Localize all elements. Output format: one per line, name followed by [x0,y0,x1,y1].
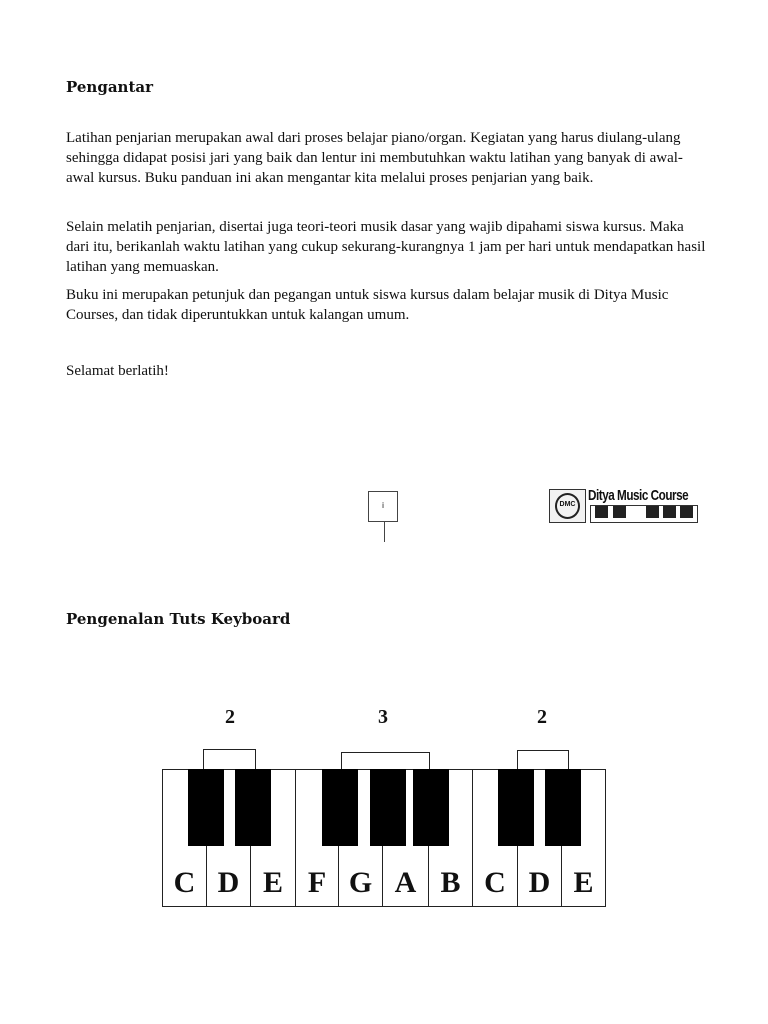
logo-keyboard-icon [590,505,698,523]
black-key-d-sharp-2 [545,769,581,846]
intro-paragraph-1: Latihan penjarian merupakan awal dari proses belajar piano/organ. Kegiatan yang harus diulang-ulang sehingga didapat posisi jari yang baik dan lentur ini membutuhkan waktu latihan yang banyak di awal-awal kursus. Buku panduan ini akan mengantar kita melalui proses penjarian yang baik. [66,130,683,186]
logo-badge-label: DMC [555,493,580,519]
intro-paragraph-3: Buku ini merupakan petunjuk dan pegangan untuk siswa kursus dalam belajar musik di Ditya Music Courses, dan tidak diperuntukkan untuk kalangan umum. [66,287,669,323]
group-bracket-2 [341,752,430,770]
section-title-pengantar: Pengantar [66,78,153,96]
white-key-label: F [307,866,327,899]
white-key-label: G [348,866,373,899]
section-title-keyboard: Pengenalan Tuts Keyboard [66,610,291,628]
black-key-c-sharp-2 [498,769,534,846]
page-number-connector [384,522,385,542]
black-key-group-count-1: 2 [225,706,235,728]
black-key-group-count-2: 3 [378,706,388,728]
black-key-a-sharp [413,769,449,846]
white-key-label: D [217,866,240,899]
black-key-g-sharp [370,769,406,846]
logo-text: Ditya Music Course [588,487,689,504]
page-number: i [368,491,398,522]
white-key-label: E [573,866,594,899]
black-key-group-count-3: 2 [537,706,547,728]
group-bracket-1 [203,749,256,770]
black-key-d-sharp [235,769,271,846]
logo-badge [549,489,586,523]
piano-keyboard-diagram [162,769,606,907]
white-key-label: A [394,866,417,899]
white-key-label: D [528,866,551,899]
group-bracket-3 [517,750,569,770]
black-key-f-sharp [322,769,358,846]
white-key-label: E [262,866,283,899]
white-key-label: C [173,866,196,899]
closing-text: Selamat berlatih! [66,363,169,379]
white-key-label: C [484,866,506,899]
ditya-music-course-logo [549,487,698,525]
black-key-c-sharp [188,769,224,846]
white-key-label: B [440,866,461,899]
intro-paragraph-2: Selain melatih penjarian, disertai juga teori-teori musik dasar yang wajib dipahami siswa kursus. Maka dari itu, berikanlah waktu latihan yang cukup sekurang-kurangnya 1 jam per hari untuk mendapatkan hasil latihan yang memuaskan. [66,219,706,275]
